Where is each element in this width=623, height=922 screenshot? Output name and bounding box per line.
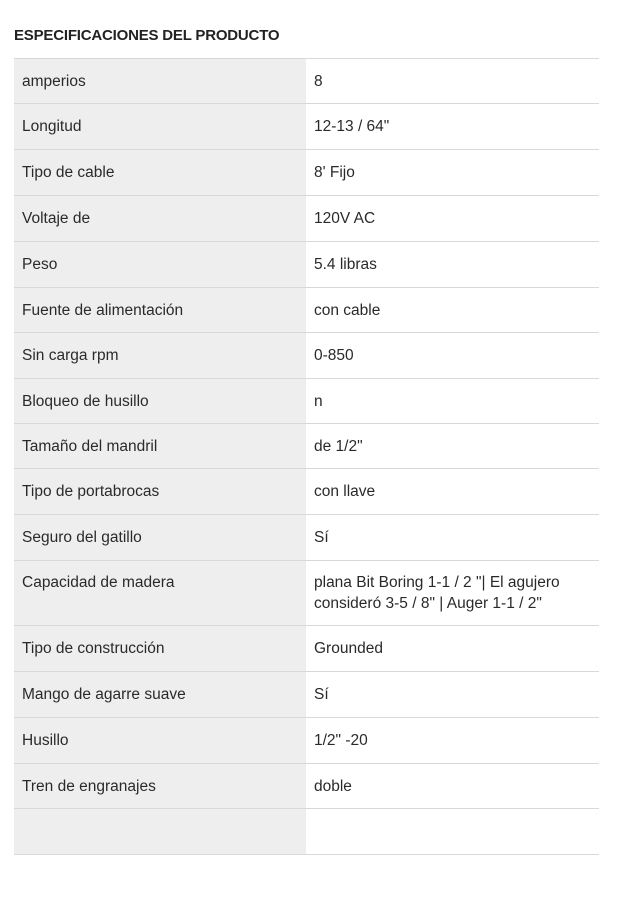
spec-value: 1/2" -20 bbox=[306, 718, 599, 764]
spec-label: Peso bbox=[14, 242, 306, 288]
spec-row-tipo-de-portabrocas bbox=[14, 469, 599, 515]
spec-value: plana Bit Boring 1-1 / 2 "| El agujero consideró 3-5 / 8" | Auger 1-1 / 2" bbox=[306, 561, 599, 626]
spec-value: 5.4 libras bbox=[306, 242, 599, 288]
spec-row-amperios bbox=[14, 59, 599, 104]
spec-label: amperios bbox=[14, 59, 306, 104]
spec-table bbox=[14, 58, 599, 855]
spec-row-longitud bbox=[14, 104, 599, 150]
spec-row-voltaje bbox=[14, 196, 599, 242]
spec-value: Sí bbox=[306, 672, 599, 718]
spec-value: 8 bbox=[306, 59, 599, 104]
spec-label: Longitud bbox=[14, 104, 306, 150]
spec-value: 0-850 bbox=[306, 333, 599, 379]
spec-value: Grounded bbox=[306, 626, 599, 672]
spec-row-mango-de-agarre-suave bbox=[14, 672, 599, 718]
spec-row-tren-de-engranajes bbox=[14, 764, 599, 809]
spec-row-bloqueo-de-husillo bbox=[14, 379, 599, 424]
spec-value: 120V AC bbox=[306, 196, 599, 242]
spec-value: de 1/2" bbox=[306, 424, 599, 469]
spec-row-fuente-de-alimentacion bbox=[14, 288, 599, 333]
spec-label: Mango de agarre suave bbox=[14, 672, 306, 718]
spec-label: Sin carga rpm bbox=[14, 333, 306, 379]
spec-row-empty bbox=[14, 809, 599, 855]
spec-label: Tipo de portabrocas bbox=[14, 469, 306, 515]
spec-row-tipo-de-construccion bbox=[14, 626, 599, 672]
spec-row-tipo-de-cable bbox=[14, 150, 599, 196]
spec-row-capacidad-de-madera bbox=[14, 561, 599, 626]
page-title: ESPECIFICACIONES DEL PRODUCTO bbox=[14, 27, 280, 44]
spec-row-husillo bbox=[14, 718, 599, 764]
spec-value: n bbox=[306, 379, 599, 424]
spec-label: Fuente de alimentación bbox=[14, 288, 306, 333]
spec-label: Tipo de construcción bbox=[14, 626, 306, 672]
spec-value: doble bbox=[306, 764, 599, 809]
spec-value: con llave bbox=[306, 469, 599, 515]
spec-value: con cable bbox=[306, 288, 599, 333]
spec-row-sin-carga-rpm bbox=[14, 333, 599, 379]
spec-label: Tamaño del mandril bbox=[14, 424, 306, 469]
spec-label: Voltaje de bbox=[14, 196, 306, 242]
spec-label bbox=[14, 809, 306, 855]
spec-label: Husillo bbox=[14, 718, 306, 764]
spec-label: Tren de engranajes bbox=[14, 764, 306, 809]
spec-value: 8' Fijo bbox=[306, 150, 599, 196]
spec-value: Sí bbox=[306, 515, 599, 561]
spec-row-tamano-del-mandril bbox=[14, 424, 599, 469]
spec-row-peso bbox=[14, 242, 599, 288]
spec-value: 12-13 / 64" bbox=[306, 104, 599, 150]
spec-label: Bloqueo de husillo bbox=[14, 379, 306, 424]
spec-label: Capacidad de madera bbox=[14, 561, 306, 626]
spec-value bbox=[306, 809, 599, 855]
spec-label: Tipo de cable bbox=[14, 150, 306, 196]
spec-label: Seguro del gatillo bbox=[14, 515, 306, 561]
spec-row-seguro-del-gatillo bbox=[14, 515, 599, 561]
